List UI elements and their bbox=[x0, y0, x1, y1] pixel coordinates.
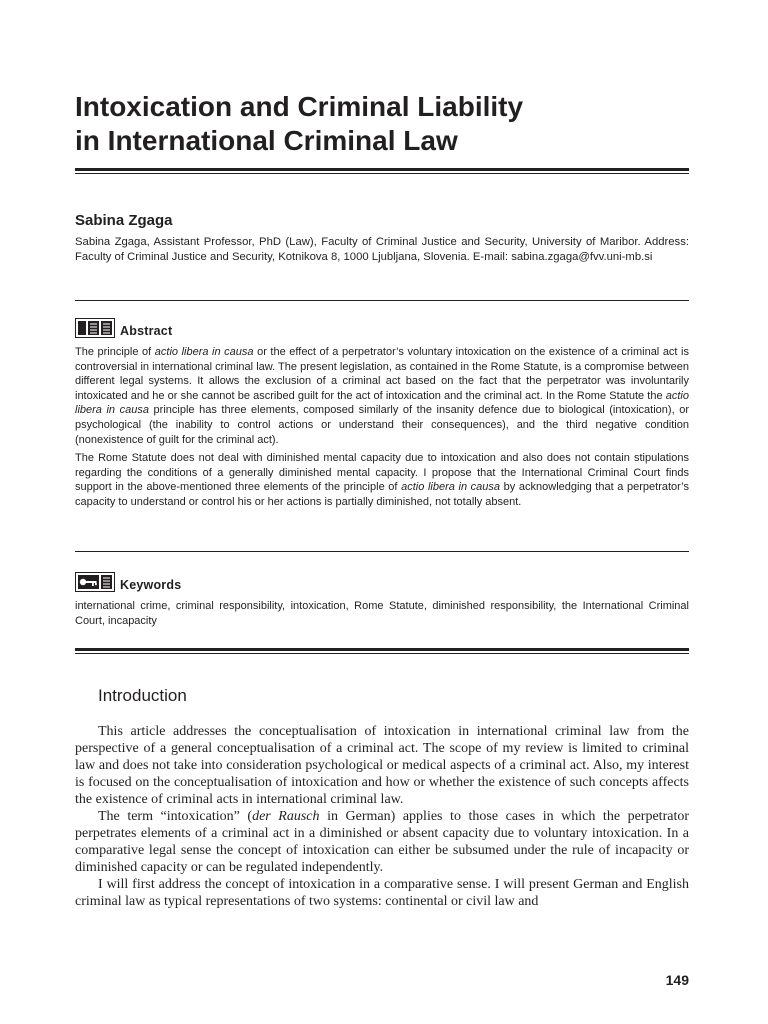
abstract-paragraph-1: The principle of actio libera in causa or the effect of a perpetrator’s voluntary intoxication on the existence of a criminal act is controversial in international criminal law. The present legislation, as contained in the Rome Statute, is a compromise between different legal systems. It allows the exclusion of a criminal act based on the fact that the perpetrator was involuntarily intoxicated and he or she cannot be ascribed guilt for the act of intoxication and the criminal act. In the Rome Statute the actio libera in causa principle has three elements, composed similarly of the insanity defence due to biological (intoxication), or psychological (the inability to control actions or understand their consequences), and the third negative condition (nonexistence of guilt for the criminal act). bbox=[75, 346, 689, 446]
keywords-label: Keywords bbox=[120, 578, 182, 592]
keywords-key-icon bbox=[75, 572, 115, 592]
keywords-rule bbox=[75, 648, 689, 654]
title-line-1: Intoxication and Criminal Liability bbox=[75, 91, 524, 122]
abstract-body bbox=[75, 345, 689, 514]
keywords-list: international crime, criminal responsibility, intoxication, Rome Statute, diminished responsibility, the International Criminal Court, incapacity bbox=[75, 600, 689, 627]
author-rule bbox=[75, 300, 689, 301]
abstract-paragraph-2: The Rome Statute does not deal with diminished mental capacity due to intoxication and also does not contain stipulations regarding the conditions of a generally diminished mental capacity. I propose that the International Criminal Court finds support in the above-mentioned three elements of the principle of actio libera in causa by acknowledging that a perpetrator’s capacity to understand or control his or her actions is partially diminished, not totally absent. bbox=[75, 452, 689, 508]
introduction-paragraph-3: I will first address the concept of intoxication in a comparative sense. I will present German and English criminal law as typical representations of two systems: continental or civil law and bbox=[75, 877, 689, 909]
journal-page bbox=[75, 0, 689, 1024]
abstract-header bbox=[75, 316, 172, 338]
abstract-document-icon bbox=[75, 318, 115, 338]
abstract-rule bbox=[75, 551, 689, 552]
abstract-label: Abstract bbox=[120, 324, 173, 338]
author-affiliation: Sabina Zgaga, Assistant Professor, PhD (Law), Faculty of Criminal Justice and Security, University of Maribor. Address: Faculty of Criminal Justice and Security, Kotnikova 8, 1000 Ljubljana, Slovenia. E-mail: sabina.zgaga@fvv.uni-mb.si bbox=[75, 236, 689, 263]
introduction-paragraph-2: The term “intoxication” (der Rausch in German) applies to those cases in which the perpetrator perpetrates elements of a criminal act in a diminished or absent capacity due to voluntary intoxication. In a comparative legal sense the concept of intoxication can either be subsumed under the rule of incapacity or diminished capacity or can be regulated independently. bbox=[75, 809, 689, 875]
author-name: Sabina Zgaga bbox=[75, 212, 173, 229]
keywords-header bbox=[75, 570, 181, 592]
title-line-2: in International Criminal Law bbox=[75, 125, 458, 156]
introduction-heading: Introduction bbox=[98, 686, 187, 705]
title-rule bbox=[75, 168, 689, 174]
introduction-paragraph-1: This article addresses the conceptualisation of intoxication in international criminal law from the perspective of a general conceptualisation of a criminal act. The scope of my review is limited to criminal law and does not take into consideration psychological or medical aspects of a criminal act. Also, my interest is focused on the conceptualisation of intoxication and how or whether the existence of such concepts affects the existence of criminal acts in international criminal law. bbox=[75, 724, 689, 807]
page-number: 149 bbox=[665, 972, 689, 988]
introduction-body bbox=[75, 723, 689, 910]
article-title bbox=[75, 90, 689, 158]
